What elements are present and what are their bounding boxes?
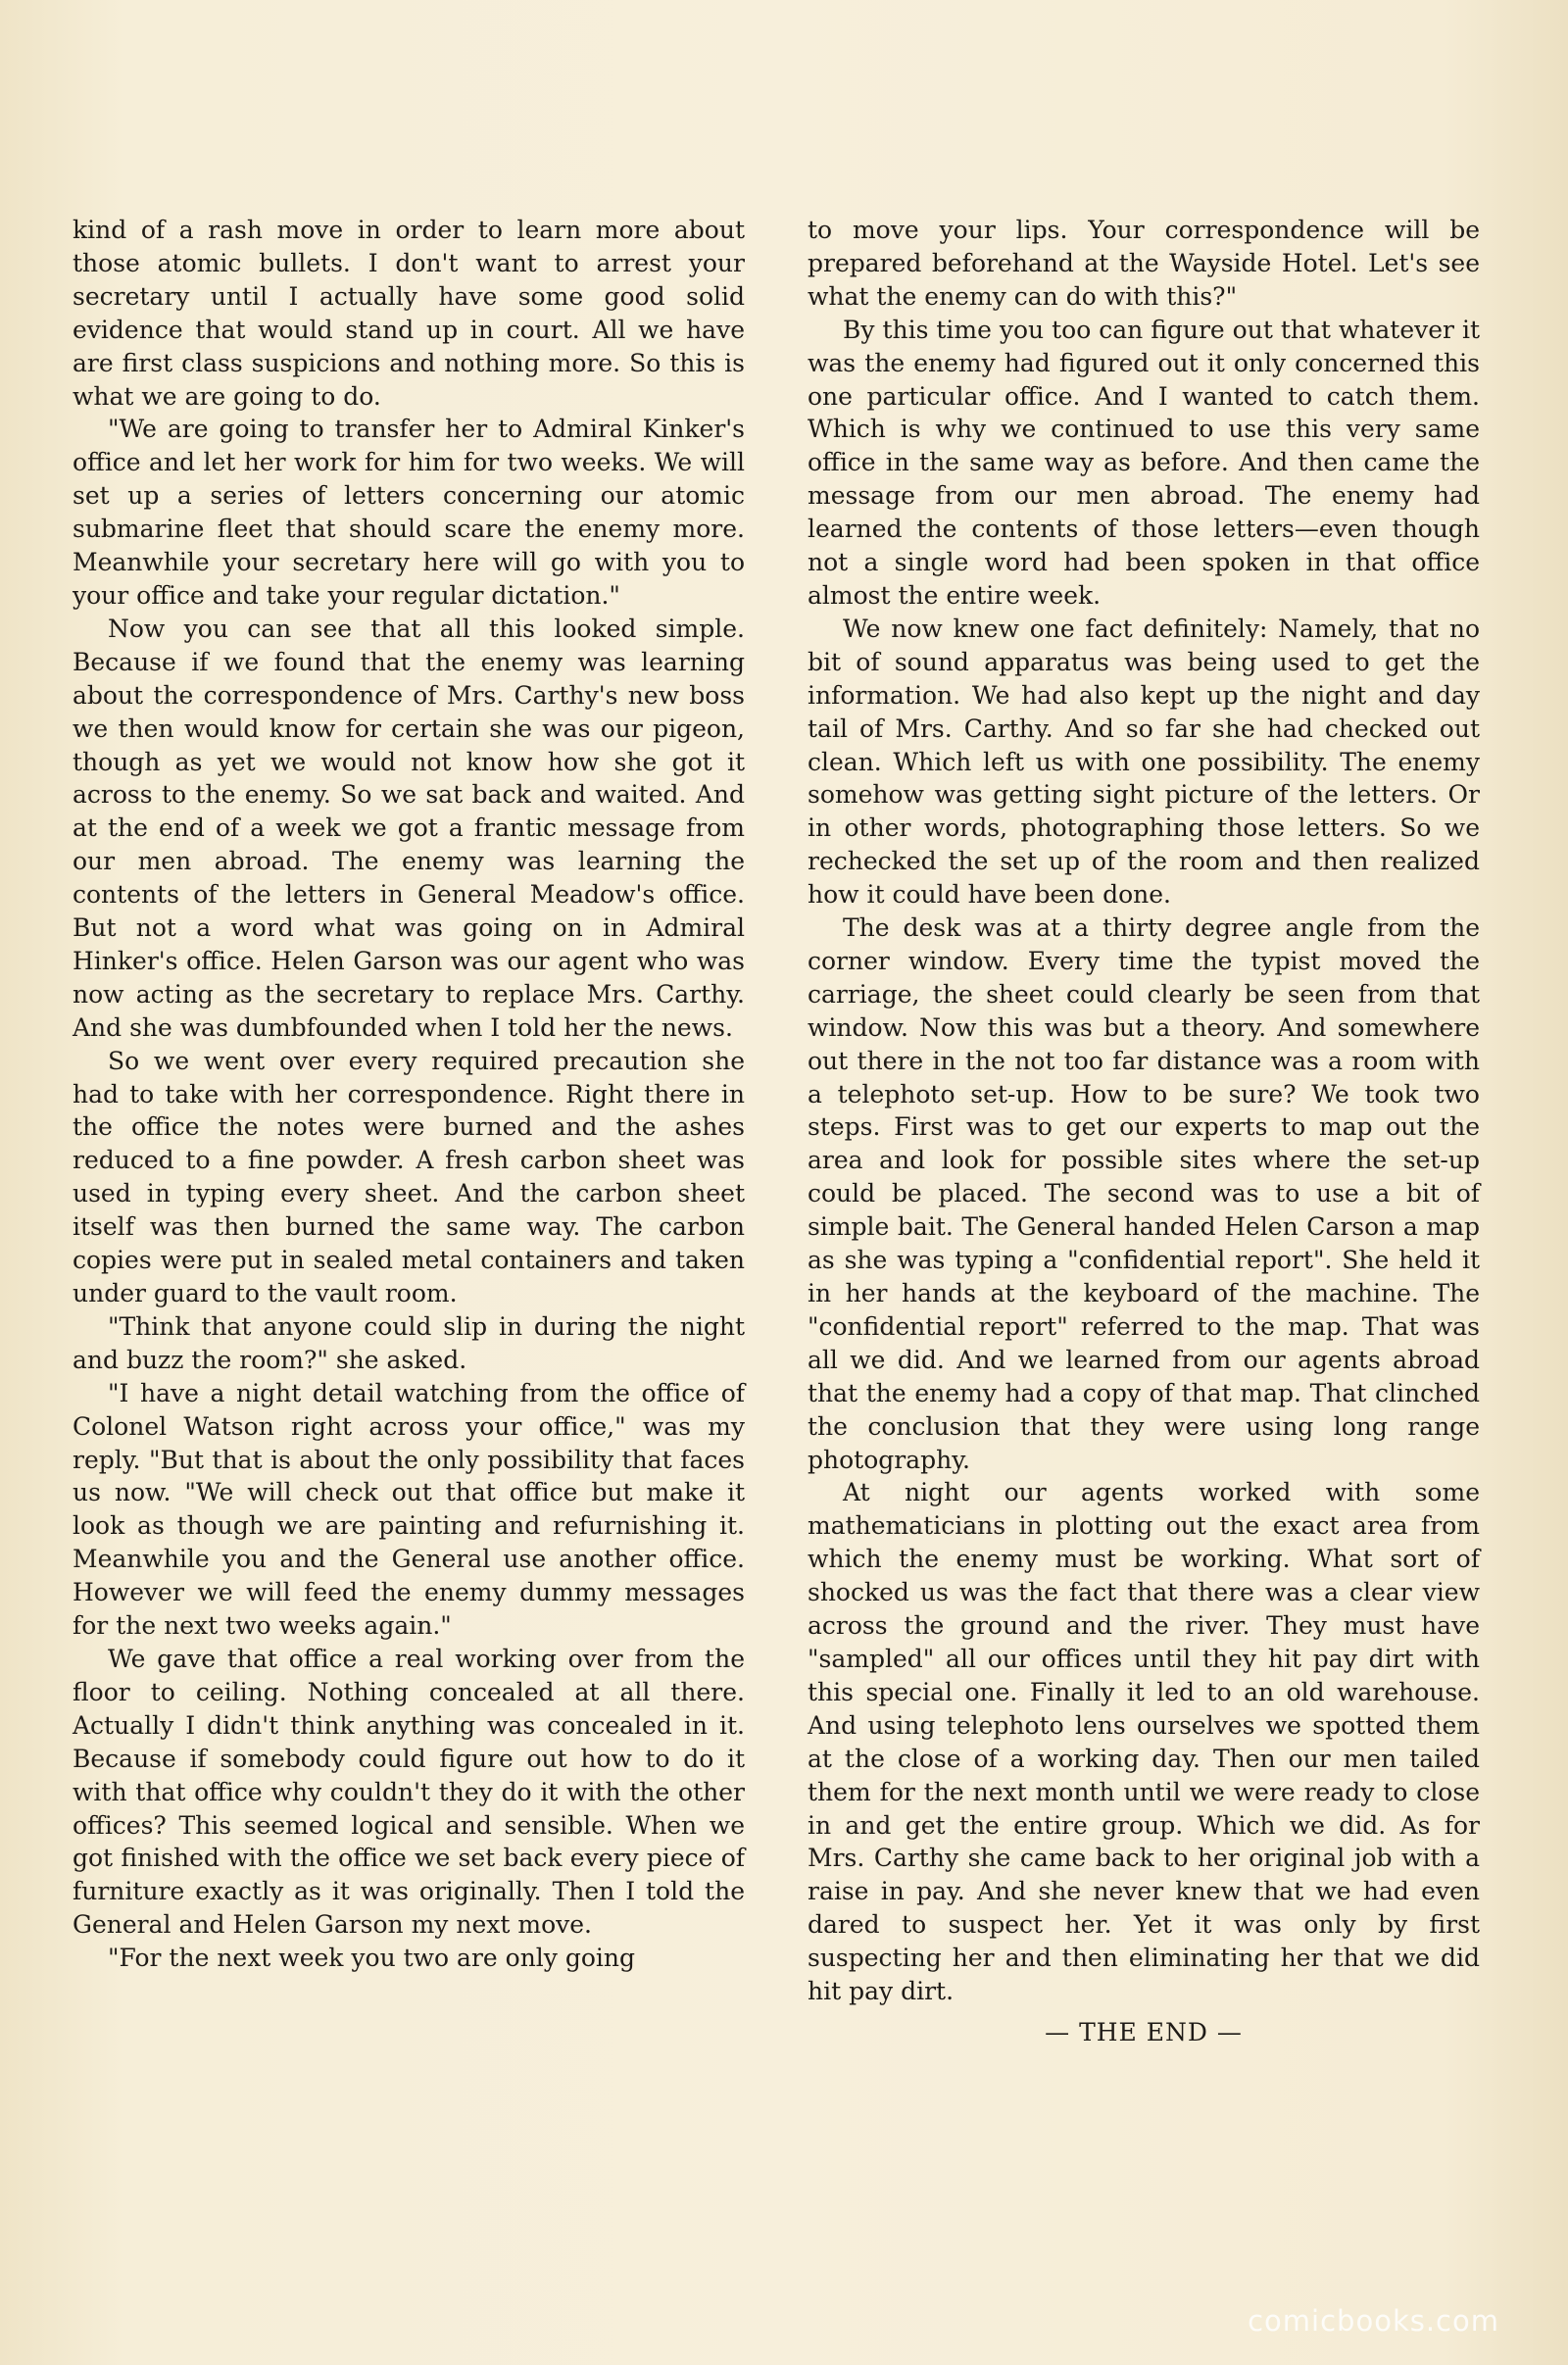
paragraph: "Think that anyone could slip in during the night and buzz the room?" she asked. <box>73 1311 745 1374</box>
paragraph: kind of a rash move in order to learn more about those atomic bullets. I don't want to arrest your secretary until I actually have some good solid evidence that would stand up in court. All we have are first class suspicions and nothing more. So this is what we are going to do. <box>73 216 745 411</box>
paragraph: Now you can see that all this looked simple. Because if we found that the enemy was learning about the correspondence of Mrs. Carthy's new boss we then would know for certain she was our pigeon, though as yet we would not know how she got it across to the enemy. So we sat back and waited. And at the end of a week we got a frantic message from our men abroad. The enemy was learning the contents of the letters in General Meadow's office. But not a word what was going on in Admiral Hinker's office. Helen Garson was our agent who was now acting as the secretary to replace Mrs. Carthy. And she was dumbfounded when I told her the news. <box>73 614 745 1042</box>
paragraph: At night our agents worked with some mathematicians in plotting out the exact area from which the enemy must be working. What sort of shocked us was the fact that there was a clear view across the ground and the river. They must have "sampled" all our offices until they hit pay dirt with this special one. Finally it led to an old warehouse. And using telephoto lens ourselves we spotted them at the close of a working day. Then our men tailed them for the next month until we were ready to close in and get the entire group. Which we did. As for Mrs. Carthy she came back to her original job with a raise in pay. And she never knew that we had even dared to suspect her. Yet it was only by first suspecting her and then eliminating her that we did hit pay dirt. <box>808 1478 1480 2006</box>
paragraph: So we went over every required precaution she had to take with her correspondence. Right there in the office the notes were burned and the ashes reduced to a fine powder. A fresh carbon sheet was used in typing every sheet. And the carbon sheet itself was then burned the same way. The carbon copies were put in sealed metal containers and taken under guard to the vault room. <box>73 1046 745 1307</box>
paragraph: By this time you too can figure out that whatever it was the enemy had figured out it only concerned this one particular office. And I wanted to catch them. Which is why we continued to use this very same office in the same way as before. And then came the message from our men abroad. The enemy had learned the contents of those letters—even though not a single word had been spoken in that office almost the entire week. <box>808 315 1480 610</box>
the-end-label: — THE END — <box>1045 2017 1243 2046</box>
paragraph: "We are going to transfer her to Admiral Kinker's office and let her work for him for two weeks. We will set up a series of letters concerning our atomic submarine fleet that should scare the enemy more. Meanwhile your secretary here will go with you to your office and take your regular dictation." <box>73 415 745 610</box>
paragraph: The desk was at a thirty degree angle from the corner window. Every time the typist moved the carriage, the sheet could clearly be seen from that window. Now this was but a theory. And somewhere out there in the not too far distance was a room with a telephoto set-up. How to be sure? We took two steps. First was to get our experts to map out the area and look for possible sites where the set-up could be placed. The second was to use a bit of simple bait. The General handed Helen Carson a map as she was typing a "confidential report". She held it in her hands at the keyboard of the machine. The "confidential report" referred to the map. That was all we did. And we learned from our agents abroad that the enemy had a copy of that map. That clinched the conclusion that they were using long range photography. <box>808 913 1480 1474</box>
right-text-column <box>808 214 1480 2049</box>
watermark: comicbooks.com <box>1248 2304 1499 2338</box>
left-text-column <box>73 214 745 1975</box>
paragraph: "I have a night detail watching from the office of Colonel Watson right across your office," was my reply. "But that is about the only possibility that faces us now. "We will check out that office but make it look as though we are painting and refurnishing it. Meanwhile you and the General use another office. However we will feed the enemy dummy messages for the next two weeks again." <box>73 1378 745 1641</box>
paragraph: We now knew one fact definitely: Namely, that no bit of sound apparatus was being used to get the information. We had also kept up the night and day tail of Mrs. Carthy. And so far she had checked out clean. Which left us with one possibility. The enemy somehow was getting sight picture of the letters. Or in other words, photographing those letters. So we rechecked the set up of the room and then realized how it could have been done. <box>808 614 1480 910</box>
paragraph: "For the next week you two are only going <box>108 1944 636 1973</box>
paragraph: to move your lips. Your correspondence will be prepared beforehand at the Wayside Hotel. Let's see what the enemy can do with this?" <box>808 216 1480 311</box>
paragraph: We gave that office a real working over from the floor to ceiling. Nothing concealed at all there. Actually I didn't think anything was concealed in it. Because if somebody could figure out how to do it with that office why couldn't they do it with the other offices? This seemed logical and sensible. When we got finished with the office we set back every piece of furniture exactly as it was originally. Then I told the General and Helen Garson my next move. <box>73 1644 745 1940</box>
